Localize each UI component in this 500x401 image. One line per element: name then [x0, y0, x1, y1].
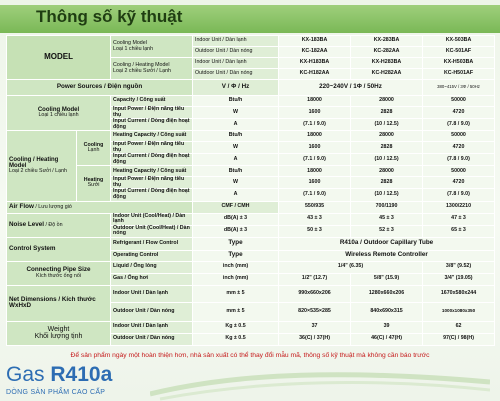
power-row	[7, 80, 495, 96]
weight-row-indoor	[7, 321, 495, 333]
cg-unit-0: Btu/h	[193, 96, 279, 107]
noise-outdoor-v1: 50 ± 3	[279, 225, 351, 237]
weight-outdoor-unit: Kg ± 0.5	[193, 333, 279, 345]
model-heat-outdoor-3: KC-H501AF	[423, 69, 495, 80]
title-bar	[0, 5, 500, 33]
dim-indoor-v2: 1280x660x206	[351, 285, 423, 302]
cooling-model-vn: Loại 1 chiều lạnh	[113, 45, 154, 52]
cg-unit-1: W	[193, 107, 279, 119]
dim-indoor-v3: 1670x580x244	[423, 285, 495, 302]
dim-outdoor-unit: mm ± 5	[193, 302, 279, 321]
noise-outdoor-unit: dB(A) ± 3	[193, 225, 279, 237]
weight-label-vn: Khối lượng tịnh	[34, 333, 83, 341]
noise-indoor-label: Indoor Unit (Cool/Heat) / Dàn lạnh	[111, 213, 193, 225]
airflow-v1: 550/935	[279, 201, 351, 213]
hh-v2-1: 2828	[351, 177, 423, 189]
weight-cell	[7, 321, 111, 345]
hh-v1-1: 1600	[279, 177, 351, 189]
cg-v1-2: (7.1 / 9.0)	[279, 119, 351, 131]
noise-label: Noise Level	[9, 220, 44, 228]
swoosh-decoration	[150, 364, 490, 401]
cooling-model-label: Cooling Model	[113, 39, 147, 46]
hc-unit-1: W	[193, 142, 279, 154]
hc-v1-0: 18000	[279, 131, 351, 142]
noise-outdoor-v3: 65 ± 3	[423, 225, 495, 237]
airflow-label: Air Flow	[9, 202, 34, 210]
weight-outdoor-label: Outdoor Unit / Dàn nóng	[111, 333, 193, 345]
cooling-row-capacity	[7, 96, 495, 107]
noise-cell	[7, 213, 111, 237]
pipe-gas-unit: inch (mm)	[193, 273, 279, 285]
cg-v2-0: 28000	[351, 96, 423, 107]
weight-indoor-unit: Kg ± 0.5	[193, 321, 279, 333]
heating-model-label: Cooling / Heating Model	[113, 61, 170, 68]
ch-heat-row-capacity	[7, 166, 495, 177]
control-operating-value: Wireless Remote Controller	[279, 250, 495, 261]
hh-v3-0: 50000	[423, 166, 495, 177]
airflow-unit: CMF / CMH	[193, 201, 279, 213]
pipe-liquid-unit: inch (mm)	[193, 261, 279, 273]
cooling-group-vn: Loại 1 chiều lạnh	[38, 112, 79, 119]
hc-v3-1: 4720	[423, 142, 495, 154]
hc-v2-2: (10 / 12.5)	[351, 154, 423, 166]
spec-sheet	[6, 35, 494, 346]
weight-label: Weight	[47, 325, 70, 333]
hh-v2-2: (10 / 12.5)	[351, 189, 423, 201]
pipe-liquid-label: Liquid / Ống lỏng	[111, 261, 193, 273]
hc-v3-0: 50000	[423, 131, 495, 142]
ch-cooling-label: Cooling	[83, 141, 104, 148]
dim-row-indoor	[7, 285, 495, 302]
model-cool-outdoor-3: KC-501AF	[423, 47, 495, 58]
spec-table	[6, 35, 495, 346]
cg-label-1: Input Power / Điện năng tiêu thụ	[111, 107, 193, 119]
hh-unit-0: Btu/h	[193, 166, 279, 177]
footnote: Để sản phẩm ngày một hoàn thiện hơn, nhà sản xuất có thể thay đổi mẫu mã, thông số kỹ thuật mà không cần báo trước	[70, 352, 430, 359]
cooling-model-cell	[111, 36, 193, 58]
pipe-label-vn: Kích thước ống nối	[36, 272, 82, 279]
hc-v2-1: 2828	[351, 142, 423, 154]
ch-heating-sub	[77, 166, 111, 201]
noise-label-vn: / Độ ồn	[45, 221, 63, 228]
airflow-cell	[7, 201, 193, 213]
power-unit: V / Φ / Hz	[193, 80, 279, 96]
hh-label-0: Heating Capacity / Công suất	[111, 166, 193, 177]
dim-label-2: WxHxD	[9, 302, 32, 310]
airflow-row	[7, 201, 495, 213]
heating-group-vn: Loại 2 chiều Sưởi / Lạnh	[9, 168, 67, 175]
pipe-label: Connecting Pipe Size	[26, 266, 91, 274]
airflow-v3: 1300/2210	[423, 201, 495, 213]
hc-v1-1: 1600	[279, 142, 351, 154]
cg-v2-1: 2828	[351, 107, 423, 119]
hh-v2-0: 28000	[351, 166, 423, 177]
brand-tagline: DÒNG SẢN PHẨM CAO CẤP	[6, 389, 106, 396]
noise-row-indoor	[7, 213, 495, 225]
airflow-label-vn: / Lưu lượng gió	[35, 203, 72, 210]
ch-heating-vn: Sưởi	[87, 182, 100, 189]
dim-indoor-unit: mm ± 5	[193, 285, 279, 302]
ch-cool-row-capacity	[7, 131, 495, 142]
airflow-v2: 700/1190	[351, 201, 423, 213]
model-heat-outdoor-2: KC-H282AA	[351, 69, 423, 80]
pipe-cell	[7, 261, 111, 285]
weight-outdoor-v3: 97(C) / 98(H)	[423, 333, 495, 345]
cg-v3-2: (7.8 / 9.0)	[423, 119, 495, 131]
pipe-liquid-v12: 1/4" (6.35)	[279, 261, 423, 273]
hc-label-2: Input Current / Dòng điện hoạt động	[111, 154, 193, 166]
dim-indoor-label: Indoor Unit / Dàn lạnh	[111, 285, 193, 302]
hc-v3-2: (7.8 / 9.0)	[423, 154, 495, 166]
heating-model-vn: Loại 2 chiều Sưởi / Lạnh	[113, 67, 171, 74]
weight-indoor-label: Indoor Unit / Dàn lạnh	[111, 321, 193, 333]
model-cool-indoor-2: KX-283BA	[351, 36, 423, 47]
model-cool-outdoor-2: KC-282AA	[351, 47, 423, 58]
cg-label-0: Capacity / Công suất	[111, 96, 193, 107]
control-refrigerant-value: R410a / Outdoor Capillary Tube	[279, 237, 495, 250]
brand-prefix: Gas	[6, 363, 45, 386]
heating-group-cell	[7, 131, 77, 201]
dim-outdoor-v3: 1000x1080x350	[423, 302, 495, 321]
weight-indoor-v3: 62	[423, 321, 495, 333]
indoor-label-2: Indoor Unit / Dàn lạnh	[193, 58, 279, 69]
hh-v3-2: (7.8 / 9.0)	[423, 189, 495, 201]
noise-indoor-unit: dB(A) ± 3	[193, 213, 279, 225]
cg-unit-2: A	[193, 119, 279, 131]
pipe-gas-v1: 1/2" (12.7)	[279, 273, 351, 285]
weight-outdoor-v2: 46(C) / 47(H)	[351, 333, 423, 345]
control-label: Control System	[7, 237, 111, 261]
model-cool-indoor-1: KX-183BA	[279, 36, 351, 47]
weight-indoor-v1: 37	[279, 321, 351, 333]
brand-name	[6, 363, 112, 387]
pipe-row-liquid	[7, 261, 495, 273]
indoor-label: Indoor Unit / Dàn lạnh	[193, 36, 279, 47]
noise-indoor-v3: 47 ± 3	[423, 213, 495, 225]
outdoor-label: Outdoor Unit / Dàn nóng	[193, 47, 279, 58]
hc-v2-0: 28000	[351, 131, 423, 142]
cg-label-2: Input Current / Dòng điện hoạt động	[111, 119, 193, 131]
cooling-group-label: Cooling Model	[37, 107, 80, 114]
ch-cooling-vn: Lạnh	[87, 147, 100, 154]
model-cool-outdoor-1: KC-182AA	[279, 47, 351, 58]
noise-indoor-v2: 45 ± 3	[351, 213, 423, 225]
hh-unit-1: W	[193, 177, 279, 189]
heating-group-label: Cooling / Heating Model	[9, 156, 59, 170]
hc-unit-0: Btu/h	[193, 131, 279, 142]
hc-v1-2: (7.1 / 9.0)	[279, 154, 351, 166]
control-row-refrigerant	[7, 237, 495, 250]
brand-refrigerant: R410a	[50, 363, 113, 386]
control-refrigerant-unit: Type	[193, 237, 279, 250]
hh-v3-1: 4720	[423, 177, 495, 189]
pipe-gas-label: Gas / Ống hơi	[111, 273, 193, 285]
cg-v2-2: (10 / 12.5)	[351, 119, 423, 131]
hc-label-1: Input Power / Điện năng tiêu thụ	[111, 142, 193, 154]
power-value: 220~240V / 1Φ / 50Hz	[279, 80, 423, 96]
pipe-gas-v2: 5/8" (15.9)	[351, 273, 423, 285]
hh-v1-2: (7.1 / 9.0)	[279, 189, 351, 201]
weight-outdoor-v1: 36(C) / 37(H)	[279, 333, 351, 345]
dim-label: Net Dimensions / Kích thước	[9, 295, 96, 303]
cooling-group-cell	[7, 96, 111, 131]
hh-label-2: Input Current / Dòng điện hoạt động	[111, 189, 193, 201]
hh-label-1: Input Power / Điện năng tiêu thụ	[111, 177, 193, 189]
ch-heating-label: Heating	[83, 176, 104, 183]
dim-outdoor-label: Outdoor Unit / Dàn nóng	[111, 302, 193, 321]
model-heat-indoor-2: KX-H283BA	[351, 58, 423, 69]
noise-outdoor-v2: 52 ± 3	[351, 225, 423, 237]
noise-outdoor-label: Outdoor Unit (Cool/Heat) / Dàn nóng	[111, 225, 193, 237]
heating-model-cell	[111, 58, 193, 80]
control-refrigerant-label: Refrigerant / Flow Control	[111, 237, 193, 250]
ch-cooling-sub	[77, 131, 111, 166]
control-operating-unit: Type	[193, 250, 279, 261]
cg-v1-1: 1600	[279, 107, 351, 119]
pipe-liquid-v3: 3/8" (9.52)	[423, 261, 495, 273]
dim-outdoor-v1: 820×535×285	[279, 302, 351, 321]
model-cool-indoor-3: KX-503BA	[423, 36, 495, 47]
control-operating-label: Operating Control	[111, 250, 193, 261]
hh-v1-0: 18000	[279, 166, 351, 177]
outdoor-label-2: Outdoor Unit / Dàn nóng	[193, 69, 279, 80]
model-heat-outdoor-1: KC-H182AA	[279, 69, 351, 80]
hh-unit-2: A	[193, 189, 279, 201]
hc-unit-2: A	[193, 154, 279, 166]
model-heat-indoor-3: KX-H503BA	[423, 58, 495, 69]
power-value-small: 380~415V / 3Φ / 50Hz	[423, 80, 495, 96]
cg-v3-0: 50000	[423, 96, 495, 107]
weight-indoor-v2: 39	[351, 321, 423, 333]
pipe-gas-v3: 3/4" (19.05)	[423, 273, 495, 285]
model-label: MODEL	[7, 36, 111, 80]
cg-v3-1: 4720	[423, 107, 495, 119]
model-heat-indoor-1: KX-H183BA	[279, 58, 351, 69]
dim-outdoor-v2: 840x690x315	[351, 302, 423, 321]
noise-indoor-v1: 43 ± 3	[279, 213, 351, 225]
dim-cell	[7, 285, 111, 321]
model-row-cool-indoor	[7, 36, 495, 47]
page-title: Thông số kỹ thuật	[36, 7, 183, 26]
power-label: Power Sources / Điện nguồn	[7, 80, 193, 96]
hc-label-0: Heating Capacity / Công suất	[111, 131, 193, 142]
cg-v1-0: 18000	[279, 96, 351, 107]
dim-indoor-v1: 990x660x206	[279, 285, 351, 302]
